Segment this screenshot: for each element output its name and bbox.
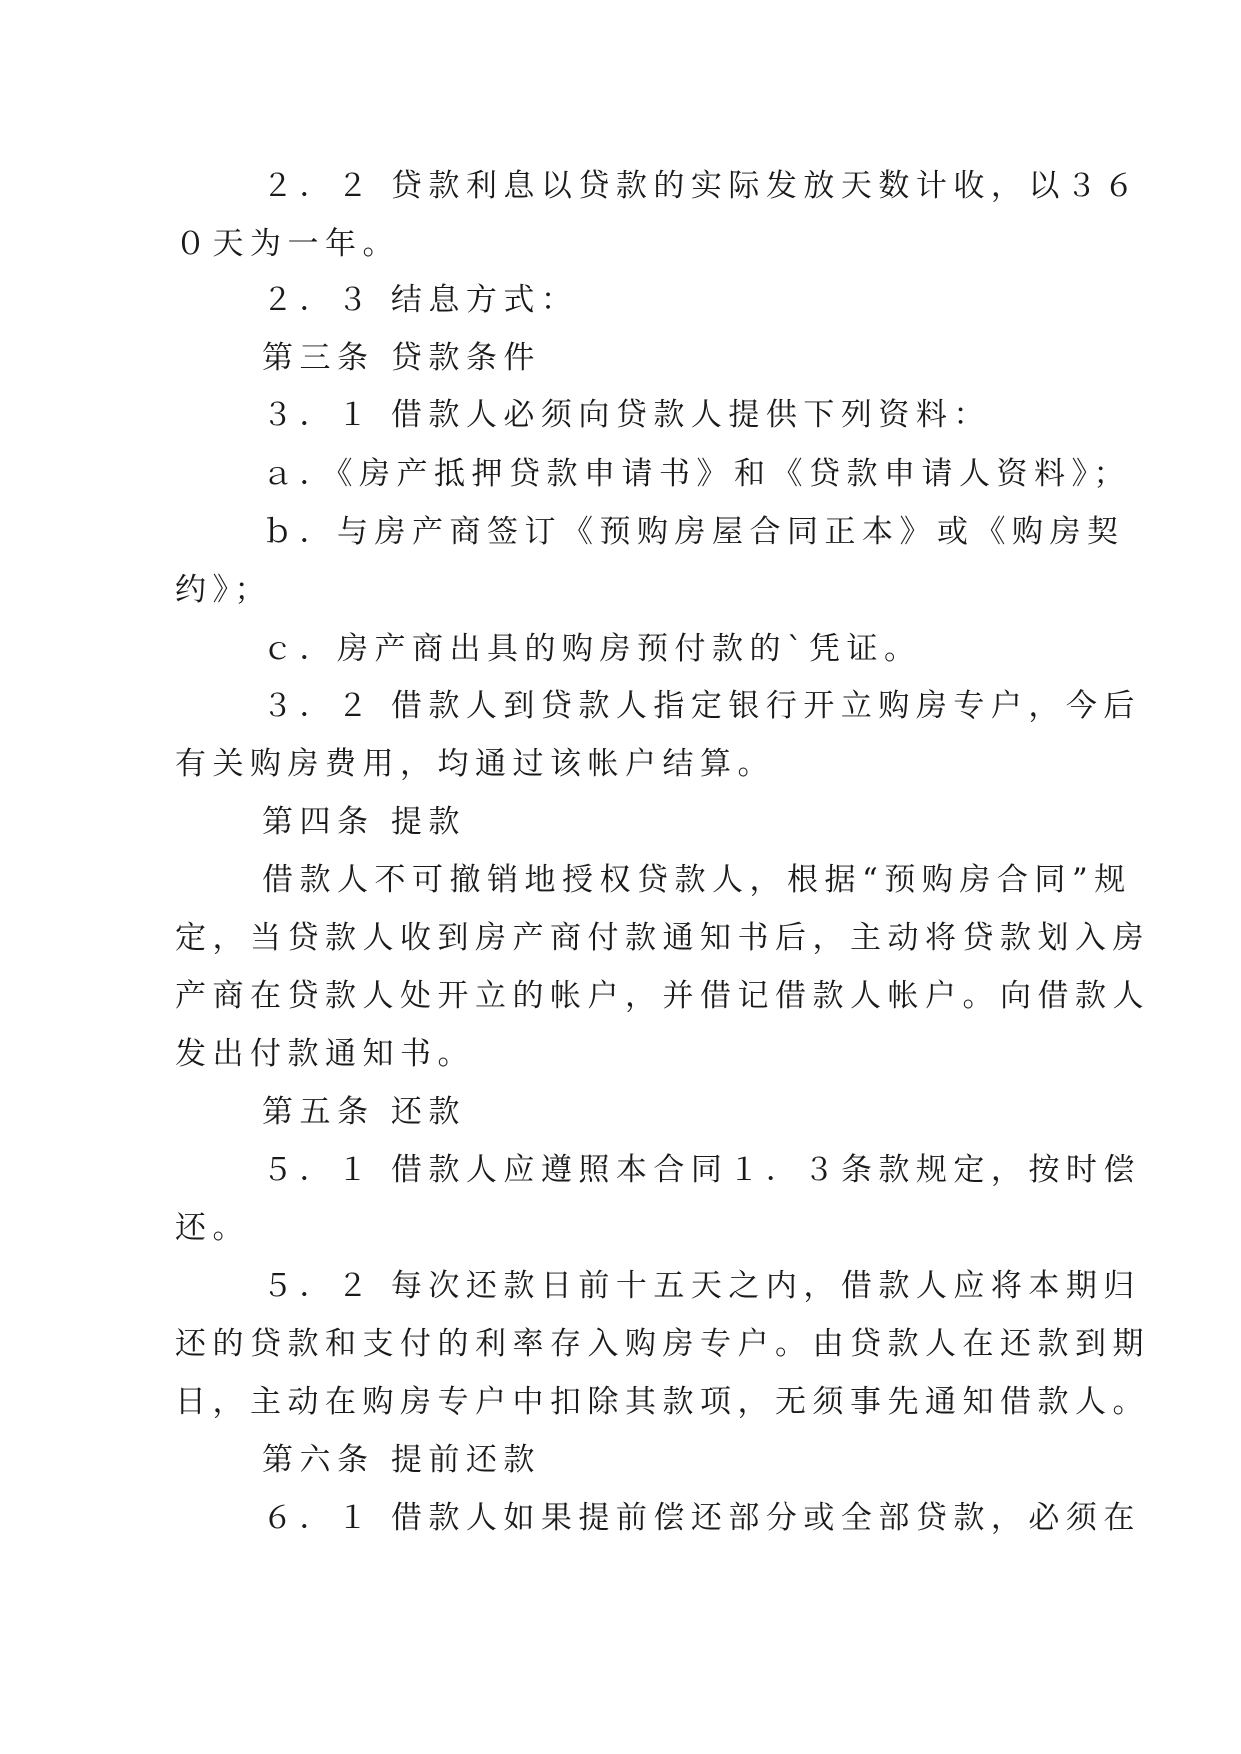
section-heading: 第四条 提款 (262, 804, 466, 840)
text-line: ５．１ 借款人应遵照本合同１．３条款规定，按时偿 (262, 1152, 1141, 1188)
text-line: ２．２ 贷款利息以贷款的实际发放天数计收，以３６ (262, 168, 1141, 204)
text-line: 约》； (175, 572, 272, 608)
section-heading: 第三条 贷款条件 (262, 340, 541, 376)
section-heading: 第五条 还款 (262, 1094, 466, 1130)
text-line: 发出付款通知书。 (175, 1036, 475, 1072)
text-line: ｃ．房产商出具的购房预付款的`凭证。 (262, 631, 922, 667)
section-heading: 第六条 提前还款 (262, 1442, 541, 1478)
text-line: ａ．《房产抵押贷款申请书》和《贷款申请人资料》； (262, 456, 1131, 492)
text-line: 产商在贷款人处开立的帐户，并借记借款人帐户。向借款人 (175, 978, 1150, 1014)
text-line: ２．３ 结息方式： (262, 282, 579, 318)
text-line: 还。 (175, 1210, 250, 1246)
text-line: ３．２ 借款人到贷款人指定银行开立购房专户，今后 (262, 688, 1141, 724)
text-line: 有关购房费用，均通过该帐户结算。 (175, 746, 775, 782)
text-line: 日，主动在购房专户中扣除其款项，无须事先通知借款人。 (175, 1384, 1150, 1420)
text-line: 定，当贷款人收到房产商付款通知书后，主动将贷款划入房 (175, 920, 1150, 956)
text-line: 借款人不可撤销地授权贷款人，根据“预购房合同”规 (262, 862, 1132, 898)
text-line: ｂ．与房产商签订《预购房屋合同正本》或《购房契 (262, 514, 1125, 550)
text-line: ５．２ 每次还款日前十五天之内，借款人应将本期归 (262, 1268, 1141, 1304)
text-line: 还的贷款和支付的利率存入购房专户。由贷款人在还款到期 (175, 1326, 1150, 1362)
text-line: ６．１ 借款人如果提前偿还部分或全部贷款，必须在 (262, 1500, 1141, 1536)
text-line: ０天为一年。 (175, 226, 400, 262)
text-line: ３．１ 借款人必须向贷款人提供下列资料： (262, 397, 991, 433)
